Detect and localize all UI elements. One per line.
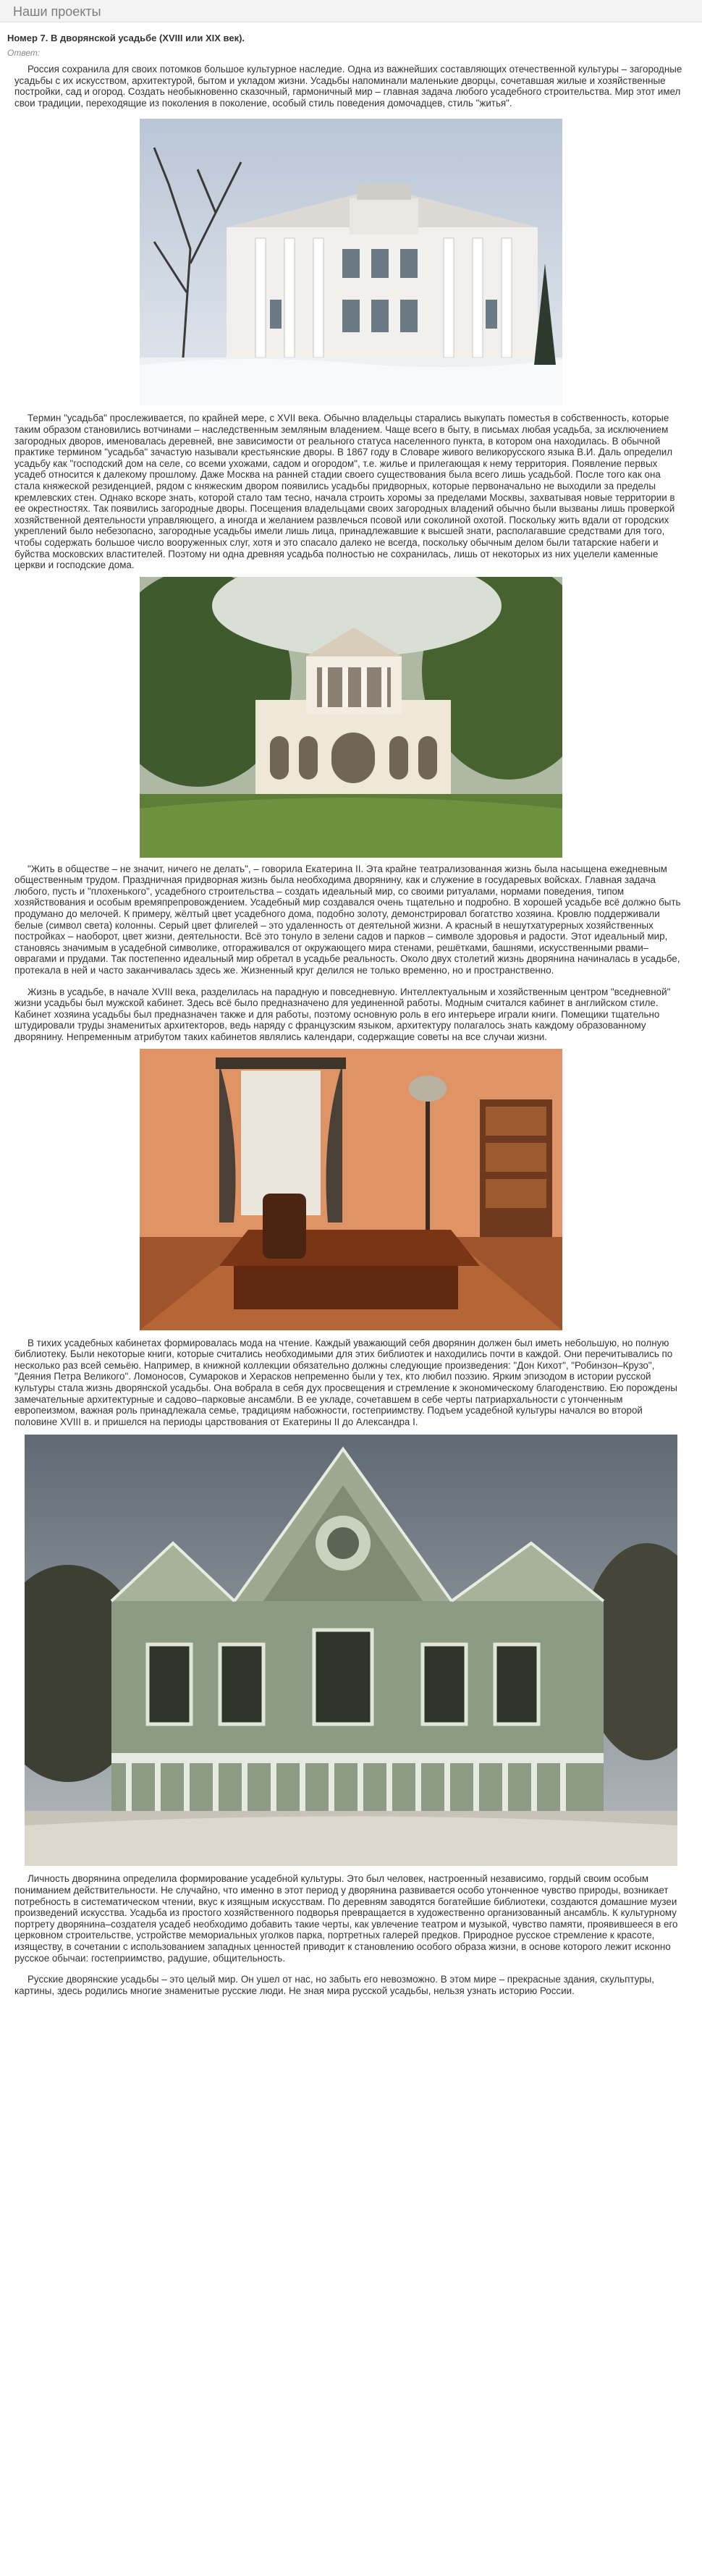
article-content	[7, 26, 695, 1996]
page-header	[0, 0, 702, 22]
paragraph-term: Термин "усадьба" прослеживается, по крайней мере, с XVII века. Обычно владельцы старались выкупать поместья в собственность, которые таким образом становились вотчинами – наследственным земляным владением. Чаще всего в быту, в письмах любая усадьба, за исключением загородных дворов, именовалась деревней, вне зависимости от реального статуса населенного пункта, в котором она находилась. В обычной практике термином "усадьба" зачастую называли крестьянские дворы. В 1867 году в Словаре живого великорусского языка В.И. Даль определил усадьбу как "господский дом на селе, со всеми ухожами, садом и огородом", т.е. жилье и прилегающая к нему территория. Появление первых усадеб относится к далекому прошлому. Даже Москва на ранней стадии своего существования была всего лишь усадьбой. После того как она стала княжеской резиденцией, рядом с княжеским двором появились усадьбы придворных, которые первоначально не выходили за пределы кремлевских стен. Однако вскоре знать, которой стало там тесно, начала строить хоромы за пределами Москвы, захватывая новые территории в ее окрестностях. Так появились загородные дворы. Посещения владельцами своих загородных владений обычно были вызваны лишь проверкой хозяйственной деятельности управляющего, а иногда и желанием развлечься псовой или соколиной охотой. Поскольку жить вдали от городских укреплений было небезопасно, загородные усадьбы имели лишь лица, принадлежавшие к высшей знати, располагавшие средствами для того, чтобы содержать большое число вооруженных слуг, хотя и это спасало далеко не всегда, поскольку обычным делом были татарские набеги и буйства московских властителей. Поэтому ни одна древняя усадьба полностью не сохранилась, лишь от некоторых из них уцелели каменные церкви и господские дома.	[14, 413, 675, 571]
paragraph-conclusion: Русские дворянские усадьбы – это целый мир. Он ушел от нас, но забыть его невозможно. В этом мире – прекрасные здания, скульптуры, картины, здесь родились многие знаменитые русские люди. Не зная мира русской усадьбы, нельзя узнать историю России.	[14, 1974, 655, 1996]
paragraph-society: "Жить в обществе – не значит, ничего не делать", – говорила Екатерина II. Эта крайне театрализованная жизнь была насыщена ежедневным общественным трудом. Праздничная придворная жизнь была необходима дворянину, как и служение в государевых войсках. Главная задача любого, пусть и "плохенького", усадебного строительства – создать идеальный мир, со своими ритуалами, нормами поведения, типом хозяйствования и особым времяпрепровождением. Усадебный мир создавался очень тщательно и подробно. В хорошей усадьбе всё должно быть продумано до мелочей. К примеру, жёлтый цвет усадебного дома, подобно золоту, демонстрировал богатство хозяина. Кровлю поддерживали белые (символ света) колонны. Серый цвет флигелей – это удаленность от деятельной жизни. А красный в нешутхатурерных хозяйственных постройках – наоборот, цвет жизни, деятельности. Всё это тонуло в зелени садов и парков – символе здоровья и радости. Этот идеальный мир, становясь значимым в усадебной символике, отгораживался от окружающего мира стенами, решётками, башнями, искусственными рвами–оврагами и прудами. Так постепенно идеальный мир обретал в усадьбе реальность. Около двух столетий жизнь дворянина начиналась в усадьбе, протекала в ней и часто заканчивалась здесь же. Жизненный круг делился не только временно, но и пространственно.	[14, 863, 681, 976]
paragraph-daily-life: Жизнь в усадьбе, в начале XVIII века, разделилась на парадную и повседневную. Интеллектуальным и хозяйственным центром "вседневной" жизни усадьбы был мужской кабинет. Здесь всё было предназначено для уединенной работы. Модным считался кабинет в английском стиле. Кабинет хозяина усадьбы был предназначен также и для работы, поэтому основную роль в его интерьере играли книги. Помещики тщательно штудировали труды знаменитых архитекторов, ведь наряду с французским языком, архитектуру полагалось знать каждому образованному дворянину. Непременным атрибутом таких кабинетов являлись календари, содержащие советы на все случаи жизни.	[14, 986, 671, 1042]
question-title: Номер 7. В дворянской усадьбе (XVIII или XIX век).	[7, 33, 245, 43]
manor-facade-winter-photo	[140, 119, 562, 405]
paragraph-personality: Личность дворянина определила формирование усадебной культуры. Это был человек, настроенный независимо, гордый своим особым пониманием действительности. Не случайно, что именно в этот период у дворянина развивается особо утонченное чувство природы, возникает потребность в систематическом чтении, вкус к изящным искусствам. По деревням заводятся богатейшие библиотеки, создаются домашние музеи произведений искусства. Усадьба из простого хозяйственного подворья превращается в художественно организованный ансамбль. К культурному портрету дворянина–создателя усадеб необходимо добавить такие черты, как увлечение театром и музыкой, чувство памяти, проявившееся в его церковном строительстве, устройстве мемориальных уголков парка, портретных галерей предков. Природное русское стремление к красоте, изяществу, в сочетании с использованием западных ценностей приводит к становлению особого образа жизни, в основе которого лежит исконно русское обычаи: гостеприимство, радушие, общительность.	[14, 1873, 678, 1964]
answer-label: Ответ:	[7, 48, 41, 58]
study-cabinet-interior-photo	[140, 1049, 562, 1330]
header-title[interactable]: Наши проекты	[13, 4, 101, 19]
manor-house-park-photo	[140, 577, 562, 858]
wooden-carved-house-photo	[25, 1435, 677, 1866]
paragraph-reading: В тихих усадебных кабинетах формировалась мода на чтение. Каждый уважающий себя дворянин должен был иметь небольшую, но полную библиотеку. Были некоторые книги, которые считались необходимыми для этих библиотек и находились почти в каждой. Они перечитывались по несколько раз всей семьёю. Например, в книжной коллекции обязательно должны следующие произведения: "Дон Кихот", "Робинзон–Крузо", "Деяния Петра Великого". Ломоносов, Сумароков и Херасков непременно были у тех, кто любил поэзию. Ярким эпизодом в истории русской культуры стала жизнь дворянской усадьбы. Она вобрала в себя дух просвещения и стремление к экономическому благоденствию. Ею порождены замечательные архитектурные и садово–парковые ансамбли. В ее укладе, сочетавшем в себе черты патриархальности с утонченным европеизмом, важная роль принадлежала семье, традициям набожности, гостеприимству. Подъем усадебной культуры начался во второй половине XVIII в. и пришелся на периоды царствования от Екатерины II до Александра I.	[14, 1337, 677, 1427]
paragraph-intro: Россия сохранила для своих потомков большое культурное наследие. Одна из важнейших составляющих отечественной культуры – загородные усадьбы с их искусством, архитектурой, бытом и укладом жизни. Усадьбы напоминали маленькие дворцы, сочетавшая жилые и хозяйственные постройки, сад и огород. Создать необыкновенно сказочный, гармоничный мир – главная задача любого усадебного строительства. Мир этот имел свои традиции, переходящие из поколения в поколение, особый стиль поведения домочадцев, стиль "житья".	[14, 64, 682, 109]
